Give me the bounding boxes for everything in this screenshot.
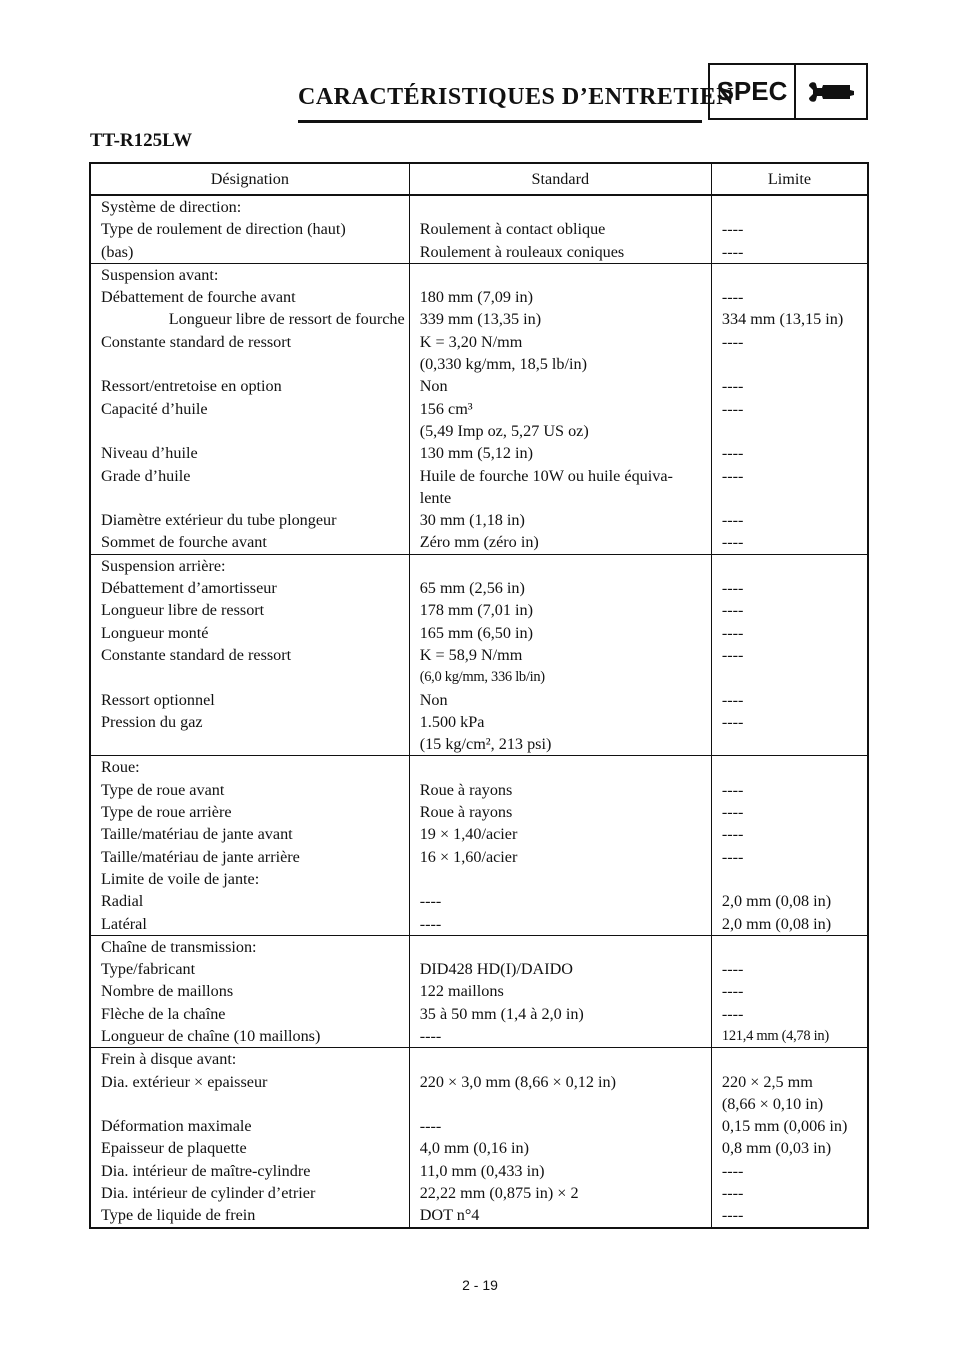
designation-cell: Dia. intérieur de cylinder d’etrier xyxy=(101,1184,316,1203)
limit-value: ---- xyxy=(721,780,744,799)
limit-value: ---- xyxy=(721,623,744,642)
limit-cell xyxy=(711,1003,868,1025)
table-row xyxy=(90,958,868,980)
standard-value: lente xyxy=(419,488,452,507)
group-title-row xyxy=(90,1048,868,1071)
standard-value: 178 mm (7,01 in) xyxy=(419,601,534,620)
group-title-row xyxy=(90,195,868,218)
limit-cell xyxy=(711,711,868,756)
designation-cell: Longueur libre de ressort de fourche xyxy=(168,310,405,329)
table-row xyxy=(90,1160,868,1182)
table-group xyxy=(90,1048,868,1228)
designation-cell: Type de roulement de direction (haut) xyxy=(101,220,346,239)
group-title: Roue: xyxy=(101,758,140,777)
designation-cell: Déformation maximale xyxy=(101,1117,252,1136)
standard-cell xyxy=(409,531,711,554)
standard-cell xyxy=(409,308,711,330)
table-group xyxy=(90,263,868,554)
table-row xyxy=(90,801,868,823)
wrench-icon xyxy=(796,65,866,118)
table-row xyxy=(90,398,868,443)
limit-value: 0,8 mm (0,03 in) xyxy=(721,1139,832,1158)
designation-cell: Latéral xyxy=(90,913,409,936)
limit-cell xyxy=(711,509,868,531)
column-header-designation: Désignation xyxy=(90,163,409,195)
table-row xyxy=(90,622,868,644)
standard-cell xyxy=(409,241,711,264)
table-row xyxy=(90,531,868,554)
standard-cell xyxy=(409,711,711,756)
standard-value: 11,0 mm (0,433 in) xyxy=(419,1161,545,1180)
table-row xyxy=(90,331,868,376)
limit-cell xyxy=(711,779,868,801)
standard-cell xyxy=(409,599,711,621)
table-row xyxy=(90,890,868,912)
limit-cell xyxy=(711,241,868,264)
standard-value: (15 kg/cm², 213 psi) xyxy=(419,735,552,754)
designation-cell: Longueur de chaîne (10 maillons) xyxy=(90,1025,409,1048)
table-group xyxy=(90,195,868,263)
designation-cell: Niveau d’huile xyxy=(101,444,198,463)
table-row xyxy=(90,644,868,689)
standard-value: DOT n°4 xyxy=(419,1206,480,1225)
table-group xyxy=(90,756,868,935)
standard-value: DID428 HD(I)/DAIDO xyxy=(419,960,574,979)
table-row xyxy=(90,711,868,756)
table-row xyxy=(90,1071,868,1116)
limit-value: ---- xyxy=(721,712,744,731)
limit-value: ---- xyxy=(721,533,744,552)
group-title: Système de direction: xyxy=(101,198,242,216)
table-row xyxy=(90,218,868,240)
table-row xyxy=(90,286,868,308)
table-row xyxy=(90,375,868,397)
standard-value: Roulement à rouleaux coniques xyxy=(419,242,625,261)
table-row xyxy=(90,846,868,868)
table-row xyxy=(90,689,868,711)
limit-value: 0,15 mm (0,006 in) xyxy=(721,1117,848,1136)
limit-value: ---- xyxy=(721,847,744,866)
designation-cell: Capacité d’huile xyxy=(101,399,208,418)
group-title: Chaîne de transmission: xyxy=(101,937,257,956)
limit-value: ---- xyxy=(721,332,744,351)
standard-value: Zéro mm (zéro in) xyxy=(419,533,539,552)
designation-cell: Type de roue avant xyxy=(101,780,225,799)
spec-label: SPEC xyxy=(710,65,796,118)
standard-value: ---- xyxy=(419,1026,442,1045)
standard-value: (0,330 kg/mm, 18,5 lb/in) xyxy=(419,355,587,374)
limit-cell xyxy=(711,1137,868,1159)
designation-cell: Type de liquide de frein xyxy=(90,1204,409,1227)
table-row xyxy=(90,1204,868,1227)
limit-cell xyxy=(711,644,868,689)
empty-cell xyxy=(711,195,868,218)
limit-value: ---- xyxy=(721,1161,744,1180)
empty-cell xyxy=(409,756,711,779)
limit-cell xyxy=(711,801,868,823)
group-title: Suspension arrière: xyxy=(101,556,226,575)
limit-value: ---- xyxy=(721,511,744,530)
limit-cell xyxy=(711,1160,868,1182)
standard-cell xyxy=(409,1160,711,1182)
empty-cell xyxy=(711,263,868,286)
standard-cell xyxy=(409,622,711,644)
limit-value: ---- xyxy=(721,803,744,822)
designation-cell: Limite de voile de jante: xyxy=(101,869,260,888)
limit-cell xyxy=(711,375,868,397)
standard-cell xyxy=(409,958,711,980)
designation-cell: Flèche de la chaîne xyxy=(101,1004,226,1023)
table-row xyxy=(90,241,868,264)
standard-value: 130 mm (5,12 in) xyxy=(419,444,534,463)
table-row xyxy=(90,599,868,621)
standard-cell xyxy=(409,218,711,240)
table-row xyxy=(90,1115,868,1137)
standard-value: 1.500 kPa xyxy=(419,712,485,731)
table-row xyxy=(90,779,868,801)
limit-cell xyxy=(711,913,868,936)
limit-cell xyxy=(711,1182,868,1204)
limit-value: ---- xyxy=(721,960,744,979)
standard-cell xyxy=(409,1182,711,1204)
limit-cell xyxy=(711,980,868,1002)
standard-cell xyxy=(409,331,711,376)
empty-cell xyxy=(409,195,711,218)
limit-value: ---- xyxy=(721,982,744,1001)
standard-value: 180 mm (7,09 in) xyxy=(419,288,534,307)
table-header-row xyxy=(90,163,868,195)
designation-cell: Ressort/entretoise en option xyxy=(101,377,282,396)
table-row xyxy=(90,823,868,845)
standard-value: 35 à 50 mm (1,4 à 2,0 in) xyxy=(419,1004,584,1023)
limit-cell xyxy=(711,465,868,510)
designation-cell: Longueur monté xyxy=(101,623,209,642)
empty-cell xyxy=(711,1048,868,1071)
standard-value: (5,49 Imp oz, 5,27 US oz) xyxy=(419,421,589,440)
limit-value: ---- xyxy=(721,1184,744,1203)
standard-value: 30 mm (1,18 in) xyxy=(419,511,525,530)
table-row xyxy=(90,1137,868,1159)
table-row xyxy=(90,868,868,890)
standard-value: 16 × 1,60/acier xyxy=(419,847,518,866)
designation-cell: Longueur libre de ressort xyxy=(101,601,265,620)
limit-value: ---- xyxy=(721,645,744,664)
limit-cell xyxy=(711,331,868,376)
limit-value: 121,4 mm (4,78 in) xyxy=(721,1027,829,1044)
standard-cell xyxy=(409,1003,711,1025)
standard-value: Non xyxy=(419,690,448,709)
limit-cell xyxy=(711,398,868,443)
page-header-title: CARACTÉRISTIQUES D’ENTRETIEN xyxy=(298,84,735,110)
designation-cell: Type de roue arrière xyxy=(101,803,232,822)
standard-value: 65 mm (2,56 in) xyxy=(419,579,525,598)
limit-value: 220 × 2,5 mm xyxy=(721,1072,813,1091)
standard-cell xyxy=(409,375,711,397)
limit-value: ---- xyxy=(721,579,744,598)
limit-cell xyxy=(711,308,868,330)
designation-cell: Constante standard de ressort xyxy=(101,645,292,664)
standard-cell xyxy=(409,823,711,845)
standard-cell xyxy=(409,509,711,531)
group-title-row xyxy=(90,756,868,779)
limit-value: ---- xyxy=(721,444,744,463)
table-row xyxy=(90,913,868,936)
standard-value: Non xyxy=(419,377,448,396)
designation-cell: Débattement d’amortisseur xyxy=(101,579,277,598)
limit-value: ---- xyxy=(721,399,744,418)
table-row xyxy=(90,1182,868,1204)
table-row xyxy=(90,980,868,1002)
standard-value: K = 58,9 N/mm xyxy=(419,645,523,664)
standard-value: 122 maillons xyxy=(419,982,504,1001)
group-title: Frein à disque avant: xyxy=(101,1050,237,1069)
limit-cell xyxy=(711,846,868,868)
designation-cell: Radial xyxy=(101,892,144,911)
table-row xyxy=(90,308,868,330)
limit-cell xyxy=(711,442,868,464)
designation-cell: Type/fabricant xyxy=(101,960,196,979)
limit-cell xyxy=(711,1204,868,1227)
standard-value: ---- xyxy=(419,1117,442,1136)
limit-cell xyxy=(711,689,868,711)
standard-cell xyxy=(409,801,711,823)
standard-cell xyxy=(409,689,711,711)
standard-cell xyxy=(409,465,711,510)
group-title-row xyxy=(90,554,868,577)
limit-value: 2,0 mm (0,08 in) xyxy=(721,914,832,933)
limit-cell xyxy=(711,1071,868,1116)
standard-value: 19 × 1,40/acier xyxy=(419,825,518,844)
empty-cell xyxy=(409,935,711,958)
standard-cell xyxy=(409,913,711,936)
designation-cell: Taille/matériau de jante avant xyxy=(101,825,293,844)
designation-cell: Taille/matériau de jante arrière xyxy=(101,847,300,866)
standard-value: (6,0 kg/mm, 336 lb/in) xyxy=(419,669,545,686)
limit-value: ---- xyxy=(721,466,744,485)
spec-badge xyxy=(708,63,868,120)
limit-cell xyxy=(711,958,868,980)
group-title-row xyxy=(90,263,868,286)
table-row xyxy=(90,442,868,464)
standard-cell xyxy=(409,1071,711,1116)
limit-value: ---- xyxy=(721,1004,744,1023)
limit-cell xyxy=(711,1115,868,1137)
standard-cell xyxy=(409,644,711,689)
designation-cell: Epaisseur de plaquette xyxy=(101,1139,247,1158)
standard-value: K = 3,20 N/mm xyxy=(419,332,523,351)
table-row xyxy=(90,509,868,531)
standard-value: Roue à rayons xyxy=(419,780,513,799)
empty-cell xyxy=(711,935,868,958)
standard-cell xyxy=(409,577,711,599)
table-row xyxy=(90,1025,868,1048)
standard-cell xyxy=(409,1115,711,1137)
standard-cell xyxy=(409,1025,711,1048)
standard-value: ---- xyxy=(419,892,442,911)
standard-cell xyxy=(409,442,711,464)
standard-cell xyxy=(409,980,711,1002)
limit-value: ---- xyxy=(721,288,744,307)
limit-value: 2,0 mm (0,08 in) xyxy=(721,892,832,911)
designation-cell: Constante standard de ressort xyxy=(101,332,292,351)
designation-cell: Dia. extérieur × epaisseur xyxy=(101,1072,268,1091)
limit-value: ---- xyxy=(721,601,744,620)
designation-cell: Grade d’huile xyxy=(101,466,191,485)
standard-value: Huile de fourche 10W ou huile équiva- xyxy=(419,466,673,485)
standard-value: 156 cm³ xyxy=(419,399,473,418)
limit-value: ---- xyxy=(721,220,744,239)
standard-value: ---- xyxy=(419,914,442,933)
group-title-row xyxy=(90,935,868,958)
empty-cell xyxy=(711,554,868,577)
limit-cell xyxy=(711,823,868,845)
standard-value: 22,22 mm (0,875 in) × 2 xyxy=(419,1184,579,1203)
table-row xyxy=(90,1003,868,1025)
limit-cell xyxy=(711,599,868,621)
standard-cell xyxy=(409,846,711,868)
standard-value: 220 × 3,0 mm (8,66 × 0,12 in) xyxy=(419,1072,617,1091)
limit-value: ---- xyxy=(721,242,744,261)
page-number: 2 - 19 xyxy=(462,1277,498,1293)
standard-value: 339 mm (13,35 in) xyxy=(419,310,542,329)
limit-cell xyxy=(711,1025,868,1048)
designation-cell: Pression du gaz xyxy=(90,711,409,756)
table-row xyxy=(90,577,868,599)
table-group xyxy=(90,554,868,756)
column-header-limite: Limite xyxy=(711,163,868,195)
limit-cell xyxy=(711,622,868,644)
limit-cell xyxy=(711,577,868,599)
standard-value: 4,0 mm (0,16 in) xyxy=(419,1139,529,1158)
limit-value: ---- xyxy=(721,377,744,396)
table-group xyxy=(90,935,868,1047)
standard-cell xyxy=(409,868,711,890)
limit-cell xyxy=(711,531,868,554)
specifications-table xyxy=(89,162,869,1229)
column-header-standard: Standard xyxy=(409,163,711,195)
standard-cell xyxy=(409,286,711,308)
empty-cell xyxy=(409,263,711,286)
standard-value: 165 mm (6,50 in) xyxy=(419,623,534,642)
limit-value: 334 mm (13,15 in) xyxy=(721,310,844,329)
limit-cell xyxy=(711,890,868,912)
designation-cell: Nombre de maillons xyxy=(101,982,234,1001)
empty-cell xyxy=(711,756,868,779)
designation-cell: Débattement de fourche avant xyxy=(101,288,296,307)
standard-cell xyxy=(409,1137,711,1159)
designation-cell: Ressort optionnel xyxy=(101,690,215,709)
limit-value: ---- xyxy=(721,690,744,709)
standard-value: Roulement à contact oblique xyxy=(419,220,606,239)
standard-cell xyxy=(409,1204,711,1227)
header-rule xyxy=(298,120,702,123)
limit-cell xyxy=(711,868,868,890)
table-row xyxy=(90,465,868,510)
limit-value: ---- xyxy=(721,825,744,844)
limit-value: ---- xyxy=(721,1206,744,1225)
limit-value: (8,66 × 0,10 in) xyxy=(721,1094,824,1113)
empty-cell xyxy=(409,554,711,577)
standard-cell xyxy=(409,890,711,912)
designation-cell: (bas) xyxy=(90,241,409,264)
designation-cell: Dia. intérieur de maître-cylindre xyxy=(101,1161,311,1180)
group-title: Suspension avant: xyxy=(101,265,219,284)
empty-cell xyxy=(409,1048,711,1071)
standard-value: Roue à rayons xyxy=(419,803,513,822)
standard-cell xyxy=(409,398,711,443)
limit-cell xyxy=(711,218,868,240)
designation-cell: Sommet de fourche avant xyxy=(90,531,409,554)
model-name: TT-R125LW xyxy=(90,130,193,151)
standard-cell xyxy=(409,779,711,801)
designation-cell: Diamètre extérieur du tube plongeur xyxy=(101,511,337,530)
limit-cell xyxy=(711,286,868,308)
